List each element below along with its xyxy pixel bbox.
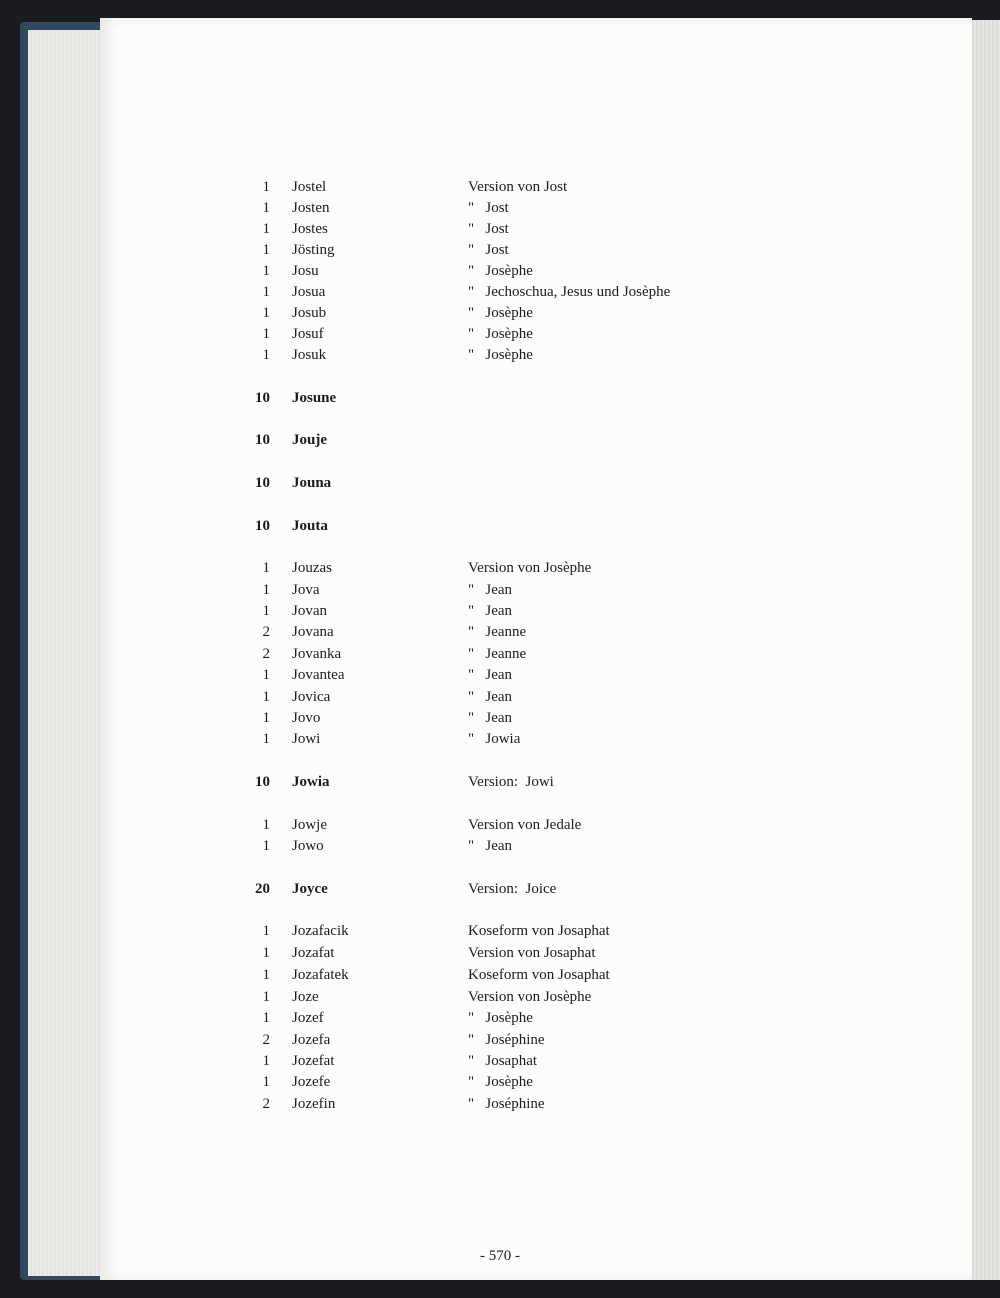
entry-description: " Jechoschua, Jesus und Josèphe <box>468 284 671 300</box>
entry-description: " Josèphe <box>468 326 533 342</box>
entry-count: 1 <box>262 710 270 726</box>
entry-name: Joyce <box>292 881 328 897</box>
entry-description: " Jean <box>468 582 513 598</box>
entry-description: " Josèphe <box>468 347 533 363</box>
entry-name: Jovana <box>292 624 334 640</box>
entry-name: Jozefa <box>292 1032 331 1048</box>
entry-count: 2 <box>262 1032 270 1048</box>
entry-name: Jovan <box>292 603 327 619</box>
entry-name: Jowje <box>292 817 327 833</box>
entry-description: " Josaphat <box>468 1053 538 1069</box>
entry-count: 1 <box>262 689 270 705</box>
entry-description: " Jean <box>468 667 513 683</box>
entry-count: 1 <box>262 1010 270 1026</box>
entry-name: Josten <box>292 200 330 216</box>
entry-description: " Jost <box>468 200 509 216</box>
entry-count: 2 <box>262 624 270 640</box>
entry-count: 1 <box>262 347 270 363</box>
entry-count: 1 <box>262 817 270 833</box>
entry-count: 1 <box>262 967 270 983</box>
entry-name: Jozefe <box>292 1074 331 1090</box>
entry-count: 10 <box>255 475 270 491</box>
entry-count: 1 <box>262 731 270 747</box>
entry-count: 2 <box>262 1096 270 1112</box>
entry-count: 10 <box>255 390 270 406</box>
entry-description: " Josèphe <box>468 263 533 279</box>
entry-name: Jovantea <box>292 667 345 683</box>
entry-name: Jozafatek <box>292 967 349 983</box>
entry-description: " Jean <box>468 603 513 619</box>
entry-name: Jova <box>292 582 320 598</box>
entry-count: 1 <box>262 989 270 1005</box>
entry-count: 1 <box>262 179 270 195</box>
page-number: - 570 - <box>480 1248 520 1264</box>
entry-description: " Jeanne <box>468 624 527 640</box>
entry-count: 1 <box>262 667 270 683</box>
entry-name: Joze <box>292 989 319 1005</box>
entry-name: Jostes <box>292 221 328 237</box>
entry-name: Jouna <box>292 475 332 491</box>
book-page <box>100 18 972 1280</box>
entry-count: 1 <box>262 923 270 939</box>
entry-name: Jostel <box>292 179 327 195</box>
entry-name: Jozafacik <box>292 923 349 939</box>
entry-name: Jozefat <box>292 1053 335 1069</box>
entry-name: Jovanka <box>292 646 342 662</box>
entry-name: Jösting <box>292 242 335 258</box>
entry-name: Jowi <box>292 731 321 747</box>
entry-name: Jozef <box>292 1010 324 1026</box>
entry-count: 2 <box>262 646 270 662</box>
entry-count: 1 <box>262 603 270 619</box>
entry-name: Jowo <box>292 838 324 854</box>
entry-description: " Jean <box>468 710 513 726</box>
entry-name: Josua <box>292 284 326 300</box>
entry-count: 1 <box>262 221 270 237</box>
entry-description: " Josèphe <box>468 1074 533 1090</box>
entry-count: 1 <box>262 945 270 961</box>
entry-description: Version: Jowi <box>468 774 554 790</box>
entry-description: Version von Jost <box>468 179 568 195</box>
entry-description: Koseform von Josaphat <box>468 923 610 939</box>
entry-description: " Jean <box>468 689 513 705</box>
entry-name: Jovo <box>292 710 321 726</box>
entry-count: 1 <box>262 200 270 216</box>
entry-description: " Joséphine <box>468 1096 545 1112</box>
entry-count: 1 <box>262 582 270 598</box>
entry-count: 1 <box>262 284 270 300</box>
entry-name: Jouta <box>292 518 328 534</box>
entry-name: Jozafat <box>292 945 335 961</box>
entry-description: " Jeanne <box>468 646 527 662</box>
entry-description: Version von Josaphat <box>468 945 596 961</box>
entry-count: 1 <box>262 838 270 854</box>
entry-count: 1 <box>262 263 270 279</box>
entry-count: 1 <box>262 1074 270 1090</box>
entry-name: Jouzas <box>292 560 332 576</box>
entry-count: 10 <box>255 774 270 790</box>
entry-name: Josuf <box>292 326 324 342</box>
entry-description: " Joséphine <box>468 1032 545 1048</box>
entry-description: Koseform von Josaphat <box>468 967 610 983</box>
entry-description: " Josèphe <box>468 305 533 321</box>
entry-name: Jovica <box>292 689 331 705</box>
entry-name: Jouje <box>292 432 327 448</box>
entry-name: Josub <box>292 305 327 321</box>
entry-description: Version: Joice <box>468 881 557 897</box>
entry-count: 1 <box>262 560 270 576</box>
entry-description: " Jost <box>468 221 509 237</box>
entry-name: Josuk <box>292 347 327 363</box>
entry-name: Josune <box>292 390 337 406</box>
entry-description: " Jean <box>468 838 513 854</box>
entry-count: 1 <box>262 326 270 342</box>
entry-name: Jowia <box>292 774 330 790</box>
page-stack-right <box>970 20 1000 1280</box>
entry-count: 1 <box>262 1053 270 1069</box>
entry-count: 1 <box>262 305 270 321</box>
entry-description: " Josèphe <box>468 1010 533 1026</box>
entry-description: Version von Josèphe <box>468 560 592 576</box>
entry-description: Version von Josèphe <box>468 989 592 1005</box>
entry-count: 10 <box>255 432 270 448</box>
entry-name: Jozefin <box>292 1096 336 1112</box>
entry-name: Josu <box>292 263 319 279</box>
entry-description: " Jost <box>468 242 509 258</box>
entry-description: Version von Jedale <box>468 817 582 833</box>
entry-count: 20 <box>255 881 270 897</box>
entry-count: 10 <box>255 518 270 534</box>
entry-description: " Jowia <box>468 731 521 747</box>
page-stack-left <box>28 30 108 1276</box>
entry-count: 1 <box>262 242 270 258</box>
